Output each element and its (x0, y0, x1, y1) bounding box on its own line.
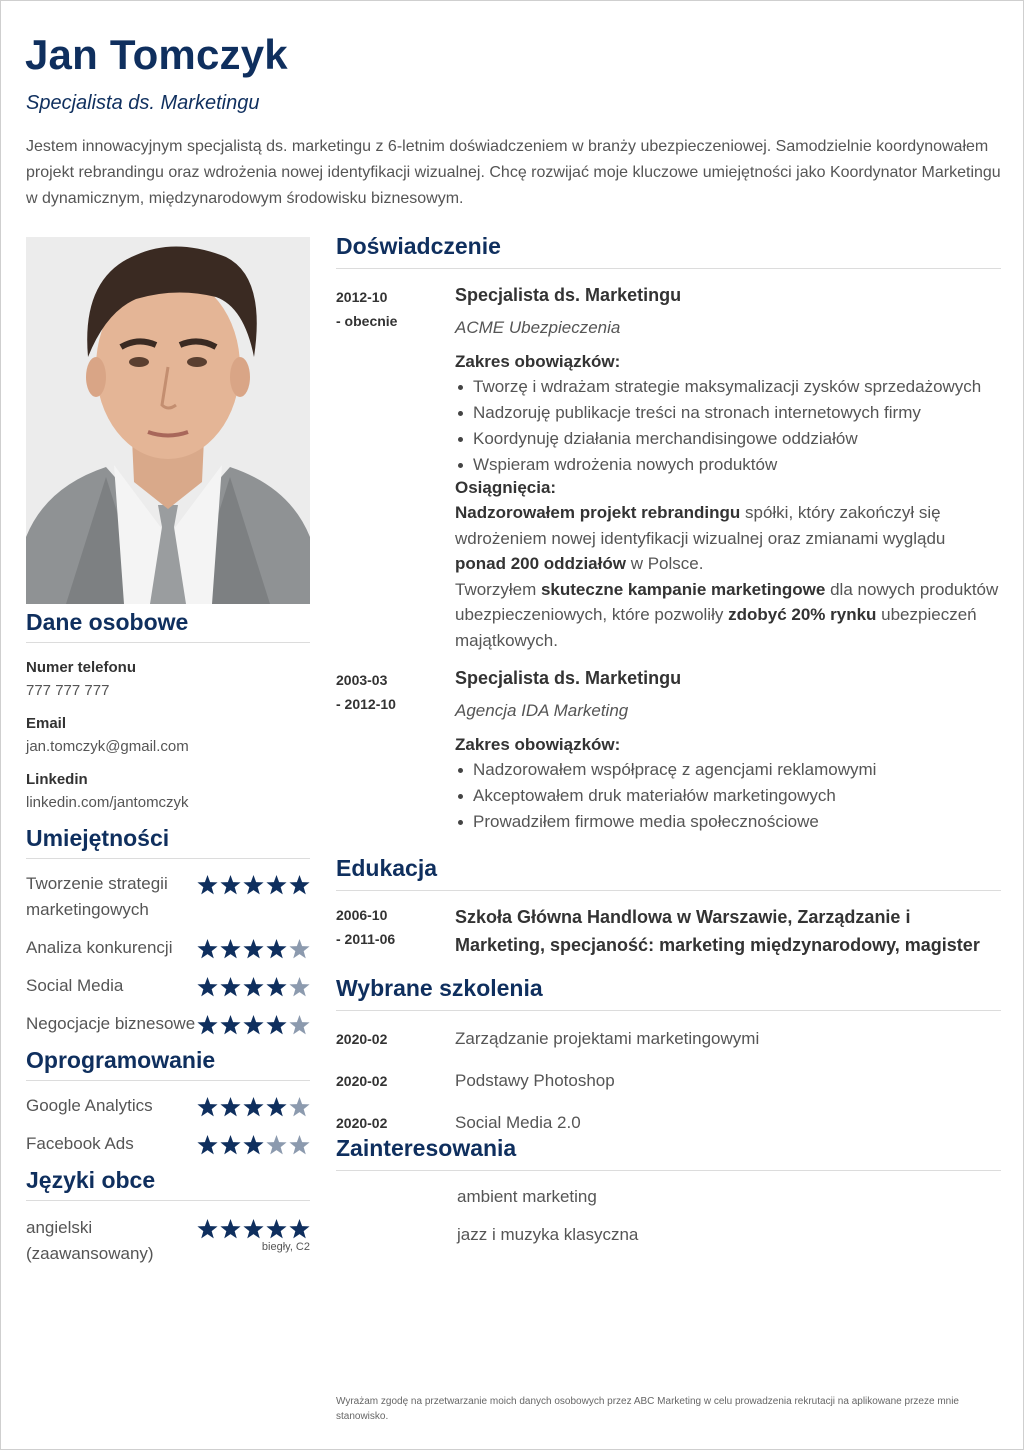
star-filled-icon (266, 1219, 287, 1239)
job-title: Specjalista ds. Marketingu (455, 285, 682, 305)
languages-heading: Języki obce (26, 1167, 310, 1201)
star-filled-icon (243, 977, 264, 997)
achievement-item (455, 500, 1001, 577)
software-heading: Oprogramowanie (26, 1047, 310, 1081)
duties-label: Zakres obowiązków: (455, 352, 621, 371)
training-item (336, 1111, 1001, 1135)
company-name: ACME Ubezpieczenia (455, 318, 621, 337)
achievement-highlight: Nadzorowałem projekt rebrandingu (455, 503, 741, 522)
duties-list (455, 374, 1001, 478)
experience-section (336, 233, 1001, 835)
achievement-text: w Polsce. (625, 554, 704, 574)
language-level-note: biegły, C2 (261, 1241, 310, 1253)
star-filled-icon (243, 939, 264, 959)
star-filled-icon (220, 1015, 241, 1035)
software-label: Facebook Ads (26, 1134, 134, 1153)
software-item (26, 1131, 310, 1157)
skill-item (26, 871, 310, 923)
skill-rating (197, 875, 310, 895)
skills-heading: Umiejętności (26, 825, 310, 859)
star-filled-icon (266, 875, 287, 895)
duty-item: Nadzorowałem współpracę z agencjami reklamowymi (455, 757, 1001, 783)
skill-rating (197, 939, 310, 959)
star-empty-icon (289, 939, 310, 959)
star-filled-icon (243, 1097, 264, 1117)
star-filled-icon (266, 1015, 287, 1035)
achievement-highlight: skuteczne kampanie marketingowe (540, 579, 826, 599)
star-filled-icon (197, 1015, 218, 1035)
star-filled-icon (197, 977, 218, 997)
duties-label: Zakres obowiązków: (455, 734, 621, 754)
language-label: angielski (zaawansowany) (26, 1218, 154, 1263)
star-filled-icon (197, 939, 218, 959)
job-body (455, 285, 1001, 654)
trainings-section (336, 975, 1001, 1135)
star-filled-icon (220, 1135, 241, 1155)
interest-item: jazz i muzyka klasyczna (457, 1225, 639, 1244)
duty-item: Koordynuję działania merchandisingowe oddziałów (455, 426, 1001, 452)
job-dates (336, 285, 455, 654)
star-filled-icon (289, 875, 310, 895)
email-label: Email (26, 715, 67, 732)
email-value: jan.tomczyk@gmail.com (26, 738, 189, 755)
skill-label: Negocjacje biznesowe (26, 1014, 196, 1033)
achievement-text: Tworzyłem (455, 579, 541, 599)
date-from: 2003-03 (336, 671, 388, 688)
star-filled-icon (243, 875, 264, 895)
star-empty-icon (289, 1097, 310, 1117)
star-filled-icon (220, 977, 241, 997)
education-entry (336, 903, 1001, 959)
skill-label: Tworzenie strategii marketingowych (26, 874, 168, 919)
skill-item (26, 1011, 310, 1037)
training-name: Social Media 2.0 (455, 1113, 581, 1132)
language-rating-wrap (197, 1215, 310, 1253)
star-filled-icon (266, 939, 287, 959)
software-label: Google Analytics (26, 1096, 153, 1115)
star-filled-icon (197, 1097, 218, 1117)
candidate-name: Jan Tomczyk (25, 31, 288, 78)
software-list (26, 1093, 310, 1157)
date-to: - 2011-06 (336, 931, 396, 947)
star-filled-icon (220, 1219, 241, 1239)
profile-photo (26, 237, 310, 604)
skill-item (26, 973, 310, 999)
skill-label: Analiza konkurencji (26, 938, 173, 957)
star-filled-icon (266, 1097, 287, 1117)
left-column (26, 609, 310, 1267)
training-item (336, 1027, 1001, 1051)
linkedin-value: linkedin.com/jantomczyk (26, 794, 189, 811)
star-filled-icon (220, 1097, 241, 1117)
achievement-item (455, 577, 1001, 654)
personal-data-heading: Dane osobowe (26, 609, 310, 643)
training-date: 2020-02 (336, 1073, 388, 1089)
software-rating (197, 1135, 310, 1155)
education-heading: Edukacja (336, 855, 1001, 891)
star-empty-icon (289, 1015, 310, 1035)
job-dates (336, 668, 455, 835)
portrait-image (26, 237, 310, 604)
duty-item: Nadzoruję publikacje treści na stronach internetowych firmy (455, 400, 1001, 426)
gdpr-consent: Wyrażam zgodę na przetwarzanie moich danych osobowych przez ABC Marketing w celu prowadzenia rekrutacji na aplikowane przeze mnie stanowisko. (336, 1396, 959, 1422)
skill-rating (197, 977, 310, 997)
duties-list (455, 757, 1001, 835)
training-date: 2020-02 (336, 1115, 388, 1131)
achievement-highlight: ponad 200 oddziałów (455, 554, 626, 574)
star-filled-icon (243, 1135, 264, 1155)
training-date: 2020-02 (336, 1031, 388, 1047)
duty-item: Wspieram wdrożenia nowych produktów (455, 452, 1001, 478)
trainings-heading: Wybrane szkolenia (336, 975, 1001, 1011)
training-name: Podstawy Photoshop (455, 1071, 615, 1090)
interest-item: ambient marketing (457, 1187, 597, 1206)
language-item (26, 1215, 310, 1267)
job-entry (336, 285, 1001, 654)
education-dates (336, 903, 455, 959)
duty-item: Prowadziłem firmowe media społecznościowe (455, 809, 1001, 835)
phone-label: Numer telefonu (26, 659, 137, 676)
interests-heading: Zainteresowania (336, 1135, 1001, 1171)
education-text: Szkoła Główna Handlowa w Warszawie, Zarządzanie i Marketing, specjaność: marketing międzynarodowy, magister (455, 907, 980, 955)
candidate-title: Specjalista ds. Marketingu (26, 92, 260, 114)
date-from: 2006-10 (336, 907, 388, 923)
duty-item: Akceptowałem druk materiałów marketingowych (455, 783, 1001, 809)
training-item (336, 1069, 1001, 1093)
star-filled-icon (289, 1219, 310, 1239)
achievement-text: dla nowych produktów ubezpieczeniowych, które pozwoliły (455, 579, 999, 625)
experience-heading: Doświadczenie (336, 233, 1001, 269)
star-filled-icon (197, 875, 218, 895)
software-rating (197, 1097, 310, 1117)
date-from: 2012-10 (336, 289, 388, 305)
star-filled-icon (220, 939, 241, 959)
phone-value: 777 777 777 (26, 682, 110, 699)
duty-item: Tworzę i wdrażam strategie maksymalizacji zysków sprzedażowych (455, 374, 1001, 400)
training-name: Zarządzanie projektami marketingowymi (455, 1029, 760, 1048)
date-to: - 2012-10 (336, 695, 396, 712)
linkedin-label: Linkedin (26, 771, 88, 788)
profile-summary: Jestem innowacyjnym specjalistą ds. marketingu z 6-letnim doświadczeniem w branży ubezpieczeniowej. Samodzielnie koordynowałem projekt rebrandingu oraz wdrożenia nowej identyfikacji wizualnej. Chcę rozwijać moje kluczowe umiejętności jako Koordynator Marketingu w dynamicznym, międzynarodowym środowisku biznesowym. (26, 138, 1001, 207)
job-body (455, 668, 1001, 835)
star-empty-icon (289, 977, 310, 997)
star-filled-icon (220, 875, 241, 895)
skills-list (26, 871, 310, 1037)
star-empty-icon (289, 1135, 310, 1155)
language-rating (197, 1219, 310, 1239)
achievement-highlight: zdobyć 20% rynku (728, 605, 877, 625)
skill-rating (197, 1015, 310, 1035)
star-filled-icon (266, 977, 287, 997)
star-filled-icon (243, 1015, 264, 1035)
job-title: Specjalista ds. Marketingu (455, 667, 682, 688)
star-filled-icon (243, 1219, 264, 1239)
star-filled-icon (197, 1219, 218, 1239)
star-empty-icon (266, 1135, 287, 1155)
star-filled-icon (197, 1135, 218, 1155)
skill-item (26, 935, 310, 961)
skill-label: Social Media (26, 976, 124, 995)
job-entry (336, 668, 1001, 835)
achievement-text: spółki, który zakończył się wdrożeniem nowej identyfikacji wizualnej oraz zmianami wyglądu (455, 503, 946, 548)
software-item (26, 1093, 310, 1119)
achievements-label: Osiągnięcia: (455, 478, 557, 497)
date-to: - obecnie (336, 313, 398, 329)
company-name: Agencja IDA Marketing (455, 700, 629, 720)
interests-section (336, 1135, 1001, 1245)
education-section (336, 855, 1001, 959)
achievement-text: ubezpieczeń majątkowych. (455, 605, 977, 650)
